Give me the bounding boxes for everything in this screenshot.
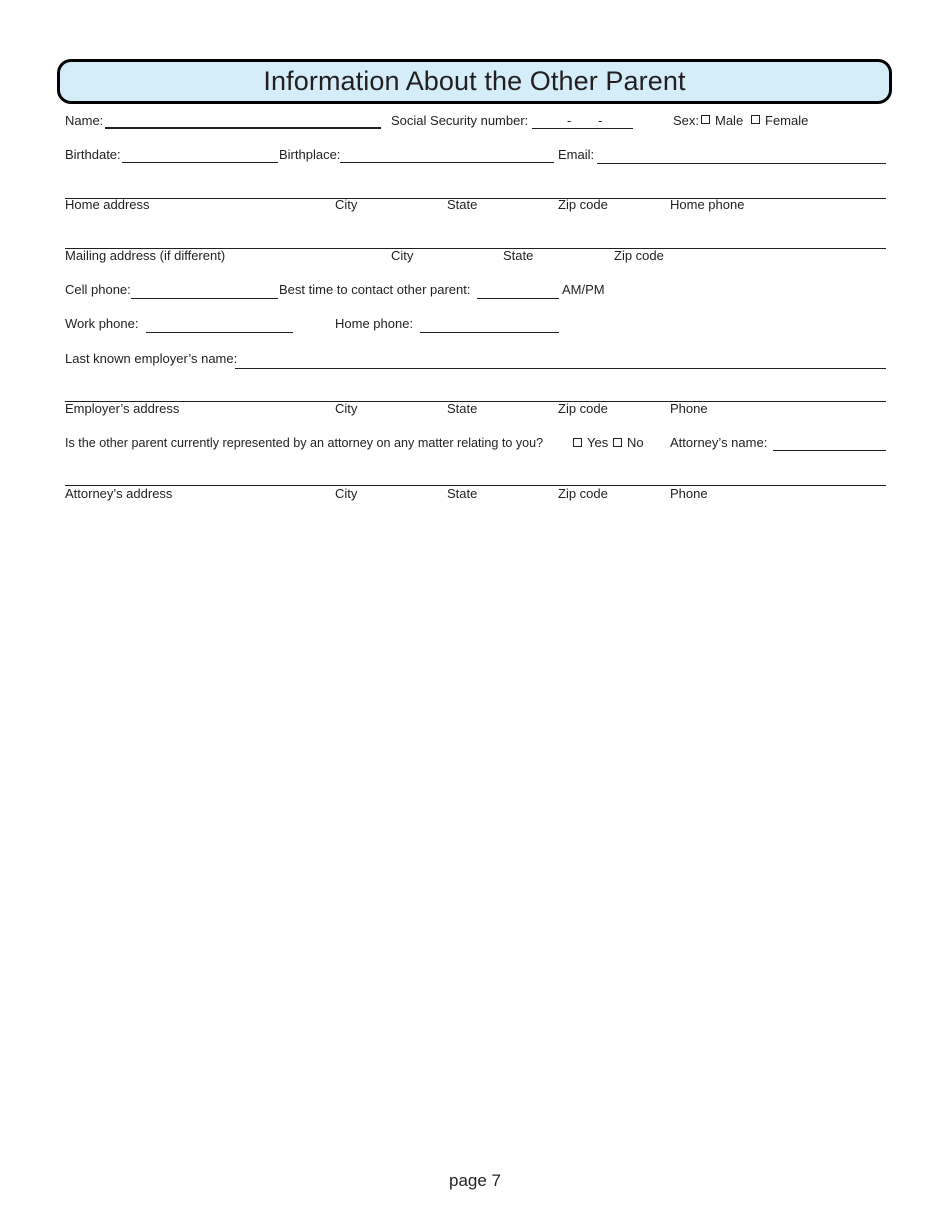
- attorney-phone-caption: Phone: [670, 486, 708, 501]
- employer-name-label: Last known employer’s name:: [65, 351, 238, 366]
- ssn-separator: -: [567, 113, 572, 128]
- name-label: Name:: [65, 113, 104, 128]
- birthdate-field[interactable]: [122, 162, 278, 163]
- attorney-question: Is the other parent currently represented by an attorney on any matter relating to you?: [65, 436, 544, 450]
- cell-phone-label: Cell phone:: [65, 282, 131, 297]
- employer-city-caption: City: [335, 401, 358, 416]
- mailing-city-caption: City: [391, 248, 414, 263]
- attorney-name-field[interactable]: [773, 450, 886, 451]
- birthplace-label: Birthplace:: [279, 147, 341, 162]
- employer-address-caption: Employer’s address: [65, 401, 180, 416]
- mailing-state-caption: State: [503, 248, 534, 263]
- employer-state-caption: State: [447, 401, 478, 416]
- ssn-label: Social Security number:: [391, 113, 529, 128]
- home-city-caption: City: [335, 197, 358, 212]
- work-phone-field[interactable]: [146, 332, 293, 333]
- page-title: Information About the Other Parent: [263, 66, 686, 96]
- ssn-separator: -: [598, 113, 603, 128]
- email-label: Email:: [558, 147, 595, 162]
- best-time-label: Best time to contact other parent:: [279, 282, 471, 297]
- female-option-label: Female: [765, 113, 809, 128]
- home-phone-field[interactable]: [420, 332, 559, 333]
- yes-checkbox[interactable]: [573, 438, 582, 447]
- employer-phone-caption: Phone: [670, 401, 708, 416]
- male-option-label: Male: [715, 113, 744, 128]
- yes-option-label: Yes: [587, 435, 609, 450]
- name-field[interactable]: [105, 127, 381, 129]
- male-checkbox[interactable]: [701, 115, 710, 124]
- attorney-state-caption: State: [447, 486, 478, 501]
- attorney-name-label: Attorney’s name:: [670, 435, 768, 450]
- employer-zip-caption: Zip code: [558, 401, 608, 416]
- no-option-label: No: [627, 435, 644, 450]
- sex-label: Sex:: [673, 113, 700, 128]
- attorney-zip-caption: Zip code: [558, 486, 608, 501]
- home-zip-caption: Zip code: [558, 197, 608, 212]
- mailing-zip-caption: Zip code: [614, 248, 664, 263]
- home-phone-label: Home phone:: [335, 316, 414, 331]
- cell-phone-field[interactable]: [131, 298, 278, 299]
- page-number: page 7: [449, 1171, 501, 1190]
- home-phone-caption: Home phone: [670, 197, 745, 212]
- no-checkbox[interactable]: [613, 438, 622, 447]
- email-field[interactable]: [597, 163, 886, 164]
- best-time-field[interactable]: [477, 298, 559, 299]
- attorney-city-caption: City: [335, 486, 358, 501]
- home-state-caption: State: [447, 197, 478, 212]
- employer-name-field[interactable]: [235, 368, 886, 369]
- attorney-address-caption: Attorney’s address: [65, 486, 173, 501]
- home-address-caption: Home address: [65, 197, 150, 212]
- birthplace-field[interactable]: [340, 162, 554, 163]
- ssn-field[interactable]: [532, 128, 633, 129]
- ampm-label: AM/PM: [562, 282, 605, 297]
- section-header: [57, 59, 892, 104]
- birthdate-label: Birthdate:: [65, 147, 121, 162]
- work-phone-label: Work phone:: [65, 316, 139, 331]
- mailing-address-caption: Mailing address (if different): [65, 248, 226, 263]
- female-checkbox[interactable]: [751, 115, 760, 124]
